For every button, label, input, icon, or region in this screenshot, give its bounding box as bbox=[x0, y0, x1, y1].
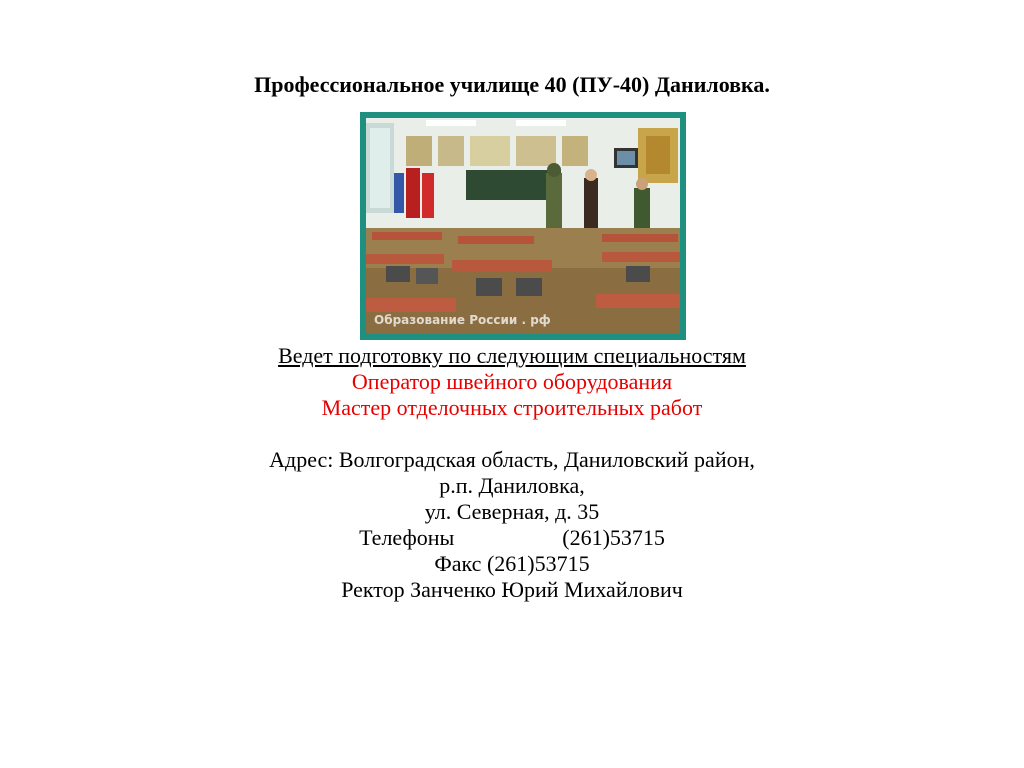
spacer bbox=[0, 421, 1024, 447]
phones-value: (261)53715 bbox=[562, 525, 665, 550]
address-line: Адрес: Волгоградская область, Даниловский район, bbox=[269, 447, 755, 472]
specialty-item: Мастер отделочных строительных работ bbox=[321, 395, 703, 420]
specialties-heading: Ведет подготовку по следующим специальностям bbox=[278, 343, 746, 368]
address-line: р.п. Даниловка, bbox=[439, 473, 585, 498]
classroom-photo bbox=[360, 112, 686, 340]
info-block bbox=[0, 343, 1024, 603]
phones-line bbox=[0, 525, 1024, 551]
fax-line: Факс (261)53715 bbox=[434, 551, 590, 576]
photo-watermark: Образование России . рф bbox=[374, 313, 551, 327]
page-title: Профессиональное училище 40 (ПУ-40) Даниловка. bbox=[254, 72, 770, 97]
classroom-image bbox=[366, 118, 680, 334]
phones-label: Телефоны bbox=[359, 525, 455, 550]
address-line: ул. Северная, д. 35 bbox=[424, 499, 600, 524]
specialty-item: Оператор швейного оборудования bbox=[351, 369, 673, 394]
rector-line: Ректор Занченко Юрий Михайлович bbox=[341, 577, 683, 602]
